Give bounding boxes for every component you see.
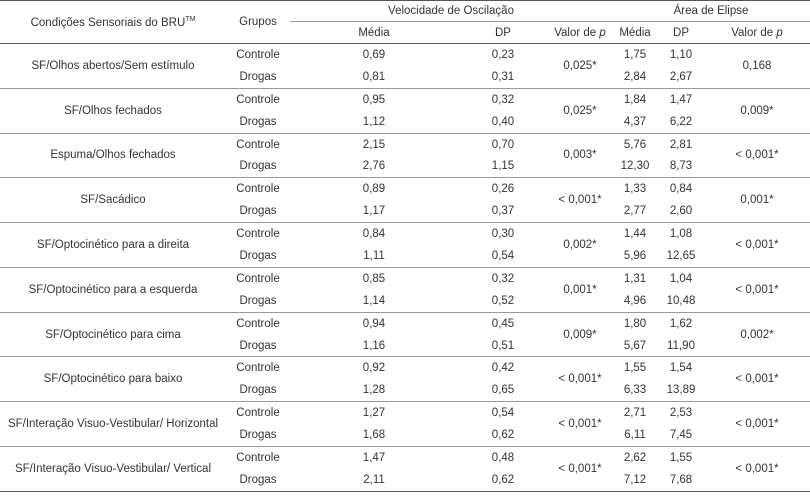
table-row [0,44,810,66]
ellipse-dp-cell: 1,08 [669,228,693,241]
velocity-media-cell: 1,28 [362,384,386,397]
ellipse-dp-cell: 11,90 [667,339,695,352]
ellipse-pvalue-header: Valor de p [704,22,810,44]
table-row [0,133,810,155]
ellipse-pvalue-cell: < 0,001* [735,239,779,252]
velocity-pvalue-cell: < 0,001* [558,373,602,386]
ellipse-dp-cell: 2,53 [669,407,693,420]
velocity-dp-cell: 0,62 [491,473,515,486]
velocity-media-cell: 2,76 [362,160,386,173]
group-cell: Drogas [239,339,277,352]
velocity-dp-cell: 0,31 [491,70,515,83]
velocity-pvalue-cell: < 0,001* [558,418,602,431]
ellipse-dp-cell: 2,67 [669,70,693,83]
group-cell: Drogas [239,294,277,307]
condition-cell: SF/Optocinético para cima [45,328,181,341]
group-cell: Controle [236,228,280,241]
ellipse-pvalue-cell: 0,002* [740,328,774,341]
groups-header: Grupos [239,16,277,28]
velocity-media-cell: 0,95 [362,93,386,106]
velocity-dp-cell: 0,40 [491,115,515,128]
ellipse-pvalue-cell: 0,009* [740,104,774,117]
velocity-media-cell: 0,84 [362,228,386,241]
ellipse-pvalue-cell: 0,001* [740,194,774,207]
velocity-pvalue-cell: 0,009* [563,328,597,341]
velocity-media-cell: 0,94 [362,317,386,330]
group-cell: Controle [236,317,280,330]
velocity-dp-cell: 0,42 [491,362,515,375]
ellipse-dp-cell: 0,84 [669,183,693,196]
ellipse-dp-cell: 8,73 [669,160,693,173]
ellipse-media-cell: 2,62 [623,451,647,464]
velocity-media-cell: 1,27 [362,407,386,420]
ellipse-media-cell: 6,33 [623,384,647,397]
ellipse-media-cell: 7,12 [623,473,647,486]
ellipse-pvalue-cell: 0,168 [742,59,772,72]
group-cell: Controle [236,183,280,196]
velocity-dp-cell: 0,51 [491,339,515,352]
velocity-media-cell: 1,11 [363,249,385,262]
velocity-pvalue-cell: < 0,001* [558,194,602,207]
condition-cell: SF/Interação Visuo-Vestibular/ Vertical [14,462,212,475]
ellipse-pvalue-cell: < 0,001* [735,462,779,475]
group-cell: Drogas [239,384,277,397]
ellipse-media-cell: 1,31 [623,272,647,285]
velocity-media-cell: 2,15 [362,138,386,151]
group-cell: Drogas [239,473,277,486]
group-cell: Controle [236,451,280,464]
velocity-dp-cell: 0,23 [491,48,515,61]
group-cell: Drogas [239,249,277,262]
group-cell: Controle [236,93,280,106]
group-cell: Controle [236,362,280,375]
condition-cell: SF/Interação Visuo-Vestibular/ Horizontal [7,418,219,431]
ellipse-pvalue-cell: < 0,001* [735,418,779,431]
ellipse-media-cell: 5,67 [623,339,647,352]
ellipse-pvalue-cell: < 0,001* [735,149,779,162]
ellipse-dp-cell: 1,55 [669,451,693,464]
ellipse-media-cell: 1,55 [623,362,647,375]
velocity-pvalue-cell: 0,001* [563,283,597,296]
velocity-dp-cell: 0,32 [491,272,515,285]
velocity-pvalue-cell: 0,025* [563,104,597,117]
ellipse-dp-cell: 13,89 [666,384,696,397]
condition-cell: SF/Optocinético para baixo [43,373,183,386]
ellipse-dp-cell: 1,54 [669,362,693,375]
condition-cell: SF/Optocinético para a direita [36,239,190,252]
velocity-dp-cell: 0,62 [491,429,515,442]
velocity-media-cell: 0,81 [362,70,386,83]
velocity-pvalue-cell: 0,025* [563,59,597,72]
group-cell: Drogas [239,205,277,218]
ellipse-media-cell: 1,44 [623,228,647,241]
table-row [0,312,810,334]
group-cell: Controle [236,407,280,420]
condition-cell: SF/Olhos fechados [64,104,162,117]
table-row [0,178,810,200]
group-cell: Drogas [239,115,277,128]
velocity-media-cell: 1,47 [362,451,386,464]
table-row [0,357,810,379]
group-cell: Drogas [239,429,277,442]
ellipse-media-cell: 6,11 [624,429,646,442]
ellipse-dp-cell: 12,65 [666,249,696,262]
ellipse-dp-cell: 2,81 [669,138,693,151]
ellipse-media-cell: 4,37 [623,115,647,128]
ellipse-dp-cell: 10,48 [666,294,696,307]
velocity-media-header: Média [290,22,458,44]
condition-cell: SF/Olhos abertos/Sem estímulo [31,59,195,72]
ellipse-dp-cell: 1,47 [669,93,693,106]
condition-cell: SF/Optocinético para a esquerda [28,283,198,296]
ellipse-media-cell: 4,96 [623,294,647,307]
ellipse-media-header: Média [612,22,658,44]
ellipse-media-cell: 2,84 [623,70,647,83]
velocity-dp-cell: 0,26 [491,183,515,196]
velocity-header: Velocidade de Oscilação [290,1,612,22]
ellipse-dp-header: DP [658,22,704,44]
velocity-dp-cell: 0,30 [491,228,515,241]
condition-cell: Espuma/Olhos fechados [50,149,176,162]
ellipse-media-cell: 12,30 [620,160,650,173]
velocity-media-cell: 2,11 [363,473,385,486]
group-cell: Controle [236,138,280,151]
ellipse-dp-cell: 2,60 [669,205,693,218]
ellipse-dp-cell: 6,22 [669,115,693,128]
ellipse-dp-cell: 1,04 [669,272,693,285]
velocity-dp-cell: 0,70 [491,138,515,151]
ellipse-media-cell: 1,75 [623,48,647,61]
velocity-dp-header: DP [458,22,548,44]
velocity-media-cell: 1,16 [362,339,386,352]
ellipse-pvalue-cell: < 0,001* [735,283,779,296]
table-row [0,223,810,245]
ellipse-media-cell: 1,80 [623,317,647,330]
velocity-dp-cell: 0,54 [491,407,515,420]
group-cell: Drogas [239,70,277,83]
velocity-media-cell: 1,12 [362,115,386,128]
velocity-dp-cell: 0,48 [491,451,515,464]
velocity-media-cell: 1,14 [362,294,386,307]
velocity-pvalue-cell: 0,003* [563,149,597,162]
ellipse-pvalue-cell: < 0,001* [735,373,779,386]
ellipse-media-cell: 5,76 [623,138,647,151]
velocity-media-cell: 1,68 [362,429,386,442]
velocity-dp-cell: 0,37 [491,205,515,218]
velocity-dp-cell: 0,54 [491,249,515,262]
velocity-dp-cell: 0,45 [491,317,515,330]
group-cell: Drogas [239,160,277,173]
velocity-dp-cell: 0,32 [491,93,515,106]
ellipse-dp-cell: 1,62 [669,317,693,330]
ellipse-media-cell: 2,77 [623,205,647,218]
group-cell: Controle [236,48,280,61]
velocity-pvalue-cell: < 0,001* [558,462,602,475]
velocity-pvalue-cell: 0,002* [563,239,597,252]
ellipse-media-cell: 1,84 [623,93,647,106]
conditions-header: Condições Sensoriais do BRU™ [30,15,196,29]
table-row [0,88,810,110]
ellipse-media-cell: 5,96 [623,249,647,262]
velocity-dp-cell: 0,52 [491,294,515,307]
velocity-pvalue-header: Valor de p [548,22,612,44]
velocity-media-cell: 0,89 [362,183,386,196]
table-row [0,447,810,469]
condition-cell: SF/Sacádico [80,194,146,207]
velocity-dp-cell: 0,65 [491,384,515,397]
ellipse-dp-cell: 7,45 [669,429,693,442]
ellipse-header: Área de Elipse [612,1,810,22]
group-cell: Controle [236,272,280,285]
trademark-mark: TM [185,15,196,23]
velocity-media-cell: 0,85 [362,272,386,285]
velocity-media-cell: 0,69 [362,48,386,61]
ellipse-dp-cell: 1,10 [669,48,693,61]
ellipse-dp-cell: 7,68 [669,473,693,486]
ellipse-media-cell: 2,71 [623,407,647,420]
table-row [0,267,810,289]
ellipse-media-cell: 1,33 [623,183,647,196]
table-row [0,402,810,424]
velocity-media-cell: 0,92 [362,362,386,375]
velocity-dp-cell: 1,15 [491,160,515,173]
velocity-media-cell: 1,17 [362,205,386,218]
